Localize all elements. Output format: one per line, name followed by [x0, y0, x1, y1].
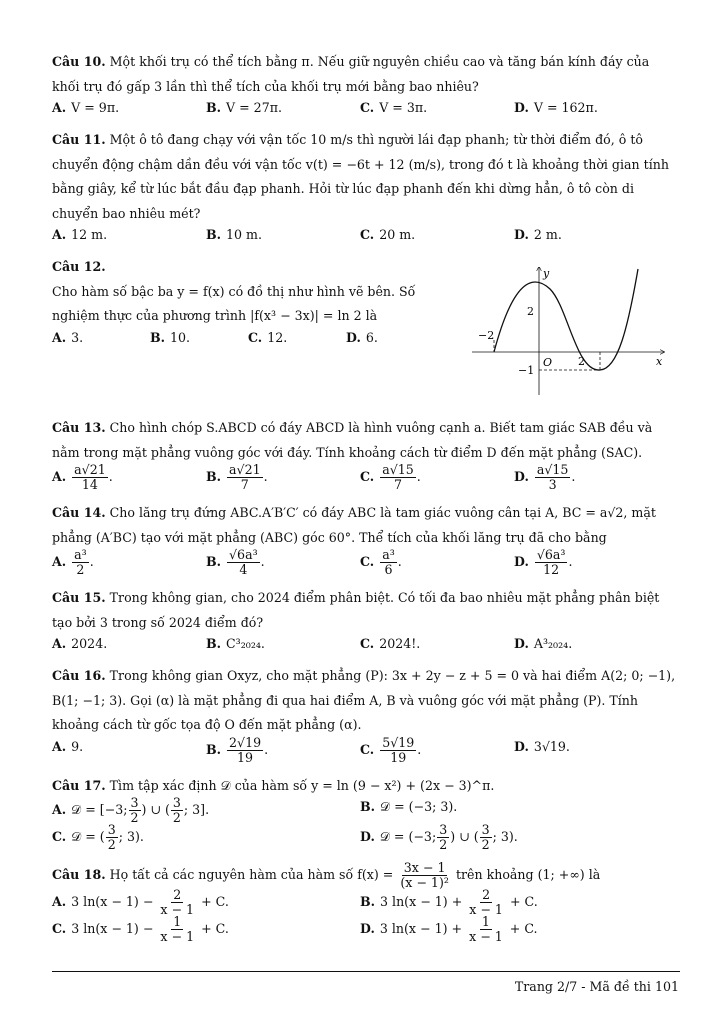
option-a[interactable]: A. 3. — [52, 329, 84, 345]
option-d[interactable]: D. V = 162π. — [514, 100, 598, 115]
question-text: Cho hình chóp S.ABCD có đáy ABCD là hình vuông cạnh a. Biết tam giác SAB đều và nằm trong mặt phẳng vuông góc với đáy. Tính khoảng cách từ điểm D đến mặt phẳng (SAC). — [52, 420, 653, 460]
question-17 — [52, 774, 680, 853]
function-graph — [472, 267, 672, 397]
tick-y-2: 2 — [527, 305, 534, 318]
question-text: Trong không gian, cho 2024 điểm phân biệt. Có tối đa bao nhiêu mặt phẳng phân biệt tạo bởi 3 trong số 2024 điểm đó? — [52, 590, 660, 630]
option-d[interactable]: D. 3 ln(x − 1) + $\frac{1}{x - 1}$ + C. — [360, 914, 538, 944]
question-text: Cho lăng trụ đứng ABC.A′B′C′ có đáy ABC là tam giác vuông cân tại A, BC = a√2, mặt phẳng (A′BC) tạo với mặt phẳng (ABC) góc 60°. Thể tích của khối lăng trụ đã cho bằng — [52, 505, 656, 545]
integrand-fraction: $\frac{3x - 1}{\text{(x − 1)²}}$ — [400, 860, 449, 890]
question-12 — [52, 255, 680, 407]
option-b[interactable]: B. 𝒟 = (−3; 3). — [360, 799, 458, 814]
option-c[interactable]: C. 3 ln(x − 1) − $\frac{1}{x - 1}$ + C. — [52, 914, 229, 944]
options — [52, 633, 680, 655]
option-d[interactable]: D. 3√19. — [514, 738, 570, 754]
question-label: Câu 13. — [52, 420, 106, 435]
option-d[interactable]: D. 6. — [346, 329, 378, 345]
question-label: Câu 17. — [52, 777, 106, 793]
options — [52, 463, 680, 492]
option-a[interactable]: A. 3 ln(x − 1) − $\frac{2}{x - 1}$ + C. — [52, 887, 229, 917]
question-label: Câu 18. — [52, 867, 106, 882]
question-text: Họ tất cả các nguyên hàm của hàm số f(x) = — [109, 867, 394, 882]
option-b[interactable]: B. 3 ln(x − 1) + $\frac{2}{x - 1}$ + C. — [360, 887, 538, 917]
option-d[interactable]: D. $\frac{a√15}{3}$ . — [514, 462, 576, 492]
question-label: Câu 11. — [52, 132, 106, 147]
tick-x-neg2: −2 — [478, 329, 495, 342]
question-text: Trong không gian Oxyz, cho mặt phẳng (P): 3x + 2y − z + 5 = 0 và hai điểm A(2; 0; −1), B(1; −1; 3). Gọi (α) là mặt phẳng đi qua hai điểm A, B và vuông góc với mặt phẳng (P). Tính khoảng cách từ gốc tọa độ O đến mặt phẳng (α). — [52, 668, 676, 732]
option-b[interactable]: B. C³₂₀₂₄. — [206, 636, 265, 651]
option-b[interactable]: B. V = 27π. — [206, 100, 282, 115]
options — [52, 736, 680, 765]
question-text: Một khối trụ có thể tích bằng π. Nếu giữ nguyên chiều cao và tăng bán kính đáy của khối trụ đó gấp 3 lần thì thể tích của khối trụ mới bằng bao nhiêu? — [52, 54, 650, 94]
option-a[interactable]: A. 𝒟 = [−3; $\frac{3}{2}$ ) ∪ ( $\frac{3}{2}$ ; 3]. — [52, 795, 210, 825]
option-b[interactable]: B. $\frac{a√21}{7}$ . — [206, 462, 268, 492]
option-a[interactable]: A. 9. — [52, 738, 84, 754]
option-a[interactable]: A. $\frac{a√21}{14}$ . — [52, 462, 113, 492]
option-b[interactable]: B. 10 m. — [206, 227, 263, 242]
question-15 — [52, 586, 680, 655]
tick-y-neg1: −1 — [518, 364, 535, 377]
option-c[interactable]: C. 12. — [248, 329, 288, 345]
question-label: Câu 14. — [52, 505, 106, 520]
option-b[interactable]: B. $\frac{2√19}{19}$ . — [206, 734, 269, 765]
question-text: Tìm tập xác định 𝒟 của hàm số y = ln (9 − x²) + (2x − 3)^π. — [109, 777, 495, 793]
option-c[interactable]: C. V = 3π. — [360, 100, 428, 115]
question-text-end: trên khoảng (1; +∞) là — [455, 867, 601, 882]
origin-label: O — [543, 356, 553, 369]
curve — [494, 269, 638, 370]
tick-x-2: 2 — [578, 355, 585, 368]
options-row-2 — [52, 915, 680, 944]
option-b[interactable]: B. $\frac{\text{√6a³}}{4}$ . — [206, 547, 265, 577]
exam-page — [52, 50, 680, 953]
question-10 — [52, 50, 680, 119]
axis-label-x: x — [656, 355, 663, 368]
question-text: Một ô tô đang chạy với vận tốc 10 m/s thì người lái đạp phanh; từ thời điểm đó, ô tô chuyển động chậm dần đều với vận tốc v(t) = −6t + 12 (m/s), trong đó t là khoảng thời gian tính bằng giây, kể từ lúc bắt đầu đạp phanh. Hỏi từ lúc đạp phanh đến khi dừng hẳn, ô tô còn di chuyển bao nhiêu mét? — [52, 132, 669, 221]
options — [52, 548, 680, 577]
option-b[interactable]: B. 10. — [150, 329, 191, 345]
option-d[interactable]: D. A³₂₀₂₄. — [514, 636, 573, 651]
question-16 — [52, 664, 680, 765]
option-c[interactable]: C. $\frac{\text{a³}}{6}$ . — [360, 547, 402, 577]
question-11 — [52, 128, 680, 246]
option-c[interactable]: C. 2024!. — [360, 636, 421, 651]
option-c[interactable]: C. 𝒟 = ( $\frac{3}{2}$ ; 3). — [52, 822, 144, 852]
option-c[interactable]: C. 20 m. — [360, 227, 416, 242]
option-d[interactable]: D. 𝒟 = (−3; $\frac{3}{2}$ ) ∪ ( $\frac{3}{2}$ ; 3). — [360, 822, 518, 852]
option-d[interactable]: D. $\frac{\text{√6a³}}{12}$ . — [514, 547, 573, 577]
option-a[interactable]: A. 12 m. — [52, 227, 108, 242]
question-18 — [52, 861, 680, 944]
question-14 — [52, 501, 680, 577]
question-label: Câu 16. — [52, 668, 106, 683]
question-label: Câu 15. — [52, 590, 106, 605]
footer-divider — [52, 971, 680, 972]
options — [52, 224, 680, 246]
page-footer: Trang 2/7 - Mã đề thi 101 — [514, 979, 679, 994]
question-label: Câu 12. — [52, 259, 106, 274]
option-a[interactable]: A. $\frac{\text{a³}}{2}$ . — [52, 547, 94, 577]
options-row-1 — [52, 888, 680, 917]
option-c[interactable]: C. $\frac{a√15}{7}$ . — [360, 462, 421, 492]
options — [52, 97, 680, 119]
axis-label-y: y — [543, 267, 550, 280]
question-text: Cho hàm số bậc ba y = f(x) có đồ thị như hình vẽ bên. Số nghiệm thực của phương trình |f(x³ − 3x)| = ln 2 là — [52, 283, 416, 323]
option-d[interactable]: D. 2 m. — [514, 227, 562, 242]
question-13 — [52, 416, 680, 492]
options-row-1 — [52, 796, 680, 825]
option-c[interactable]: C. $\frac{5√19}{19}$ . — [360, 734, 422, 765]
question-label: Câu 10. — [52, 54, 106, 69]
option-a[interactable]: A. 2024. — [52, 636, 108, 651]
options-row-2 — [52, 823, 680, 852]
option-a[interactable]: A. V = 9π. — [52, 100, 120, 115]
